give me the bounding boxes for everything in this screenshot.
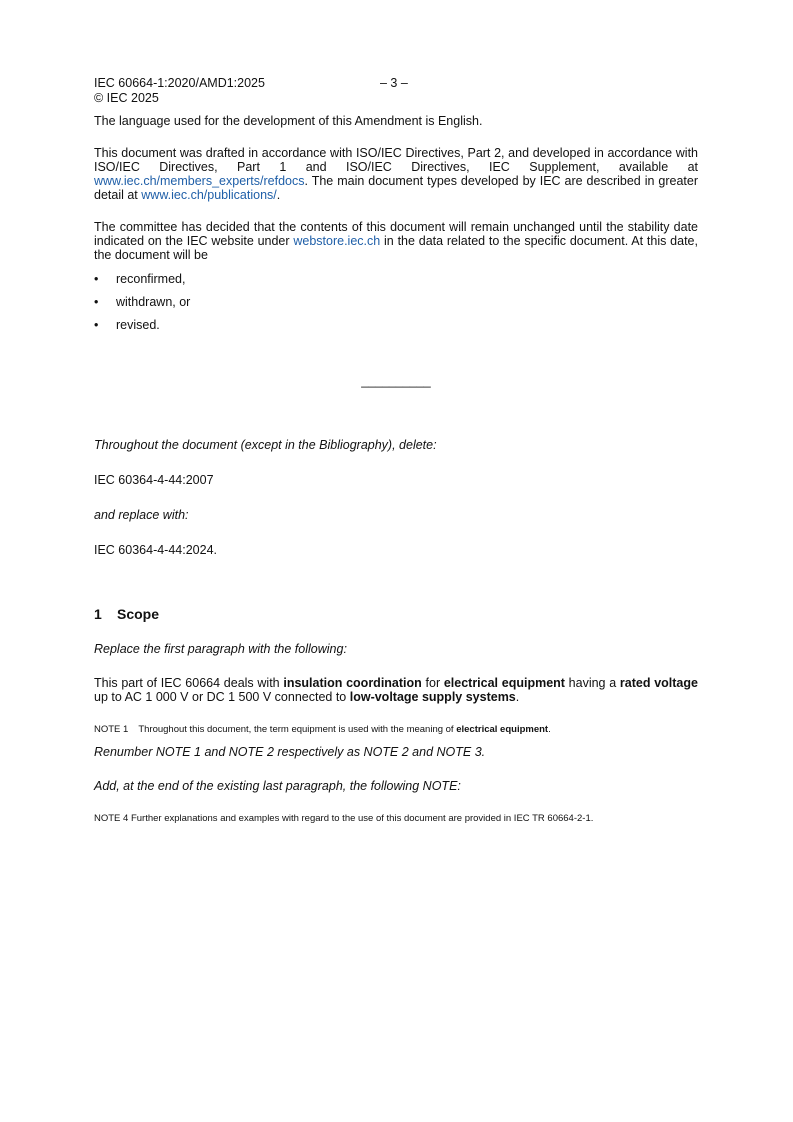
list-item: • reconfirmed, <box>94 272 186 286</box>
document-id: IEC 60664-1:2020/AMD1:2025 <box>94 76 265 90</box>
separator-line: __________ <box>361 374 431 388</box>
publications-link[interactable]: www.iec.ch/publications/ <box>141 188 277 202</box>
webstore-link[interactable]: webstore.iec.ch <box>293 234 381 248</box>
term-rated-voltage: rated voltage <box>619 676 698 690</box>
delete-instruction: Throughout the document (except in the Bibliography), delete: <box>94 438 437 452</box>
scope-paragraph: This part of IEC 60664 deals with insulation coordination for electrical equipment having a rated voltage up to AC 1 000 V or DC 1 500 V connected to low-voltage supply systems. <box>94 676 698 704</box>
refdocs-link[interactable]: www.iec.ch/members_experts/refdocs <box>94 174 305 188</box>
term-low-voltage-supply-systems: low-voltage supply systems <box>349 690 516 704</box>
new-reference: IEC 60364-4-44:2024. <box>94 543 218 557</box>
bullet-icon: • <box>94 318 99 332</box>
bullet-icon: • <box>94 272 99 286</box>
drafting-paragraph: This document was drafted in accordance with ISO/IEC Directives, Part 2, and developed in accordance with ISO/IEC Directives, Part 1 and ISO/IEC Directives, IEC Supplement, available at www.iec.ch/members_experts/refdocs. The main document types developed by IEC are described in greater detail at www.iec.ch/publications/. <box>94 146 698 202</box>
renumber-instruction: Renumber NOTE 1 and NOTE 2 respectively as NOTE 2 and NOTE 3. <box>94 745 486 759</box>
section-title: Scope <box>117 606 160 622</box>
bullet-icon: • <box>94 295 99 309</box>
language-paragraph: The language used for the development of this Amendment is English. <box>94 114 483 128</box>
replace-instruction: and replace with: <box>94 508 189 522</box>
header-left <box>94 76 265 106</box>
document-page <box>94 76 698 824</box>
add-note-instruction: Add, at the end of the existing last paragraph, the following NOTE: <box>94 779 461 793</box>
list-item: • revised. <box>94 318 160 332</box>
status-list <box>94 272 698 332</box>
term-electrical-equipment: electrical equipment <box>443 676 565 690</box>
note-4: NOTE 4 Further explanations and examples with regard to the use of this document are provided in IEC TR 60664-2-1. <box>94 813 594 824</box>
old-reference: IEC 60364-4-44:2007 <box>94 473 214 487</box>
note-1: NOTE 1 Throughout this document, the term equipment is used with the meaning of electrical equipment. <box>94 724 551 735</box>
copyright: © IEC 2025 <box>94 91 159 105</box>
replace-first-instruction: Replace the first paragraph with the following: <box>94 642 347 656</box>
page-number: – 3 – <box>380 76 408 90</box>
section-number: 1 <box>94 606 102 622</box>
page-header <box>94 76 698 106</box>
term-insulation-coordination: insulation coordination <box>283 676 422 690</box>
section-heading <box>94 606 698 622</box>
stability-paragraph: The committee has decided that the contents of this document will remain unchanged until the stability date indicated on the IEC website under webstore.iec.ch in the data related to the specific document. At this date, the document will be <box>94 220 698 262</box>
list-item: • withdrawn, or <box>94 295 191 309</box>
